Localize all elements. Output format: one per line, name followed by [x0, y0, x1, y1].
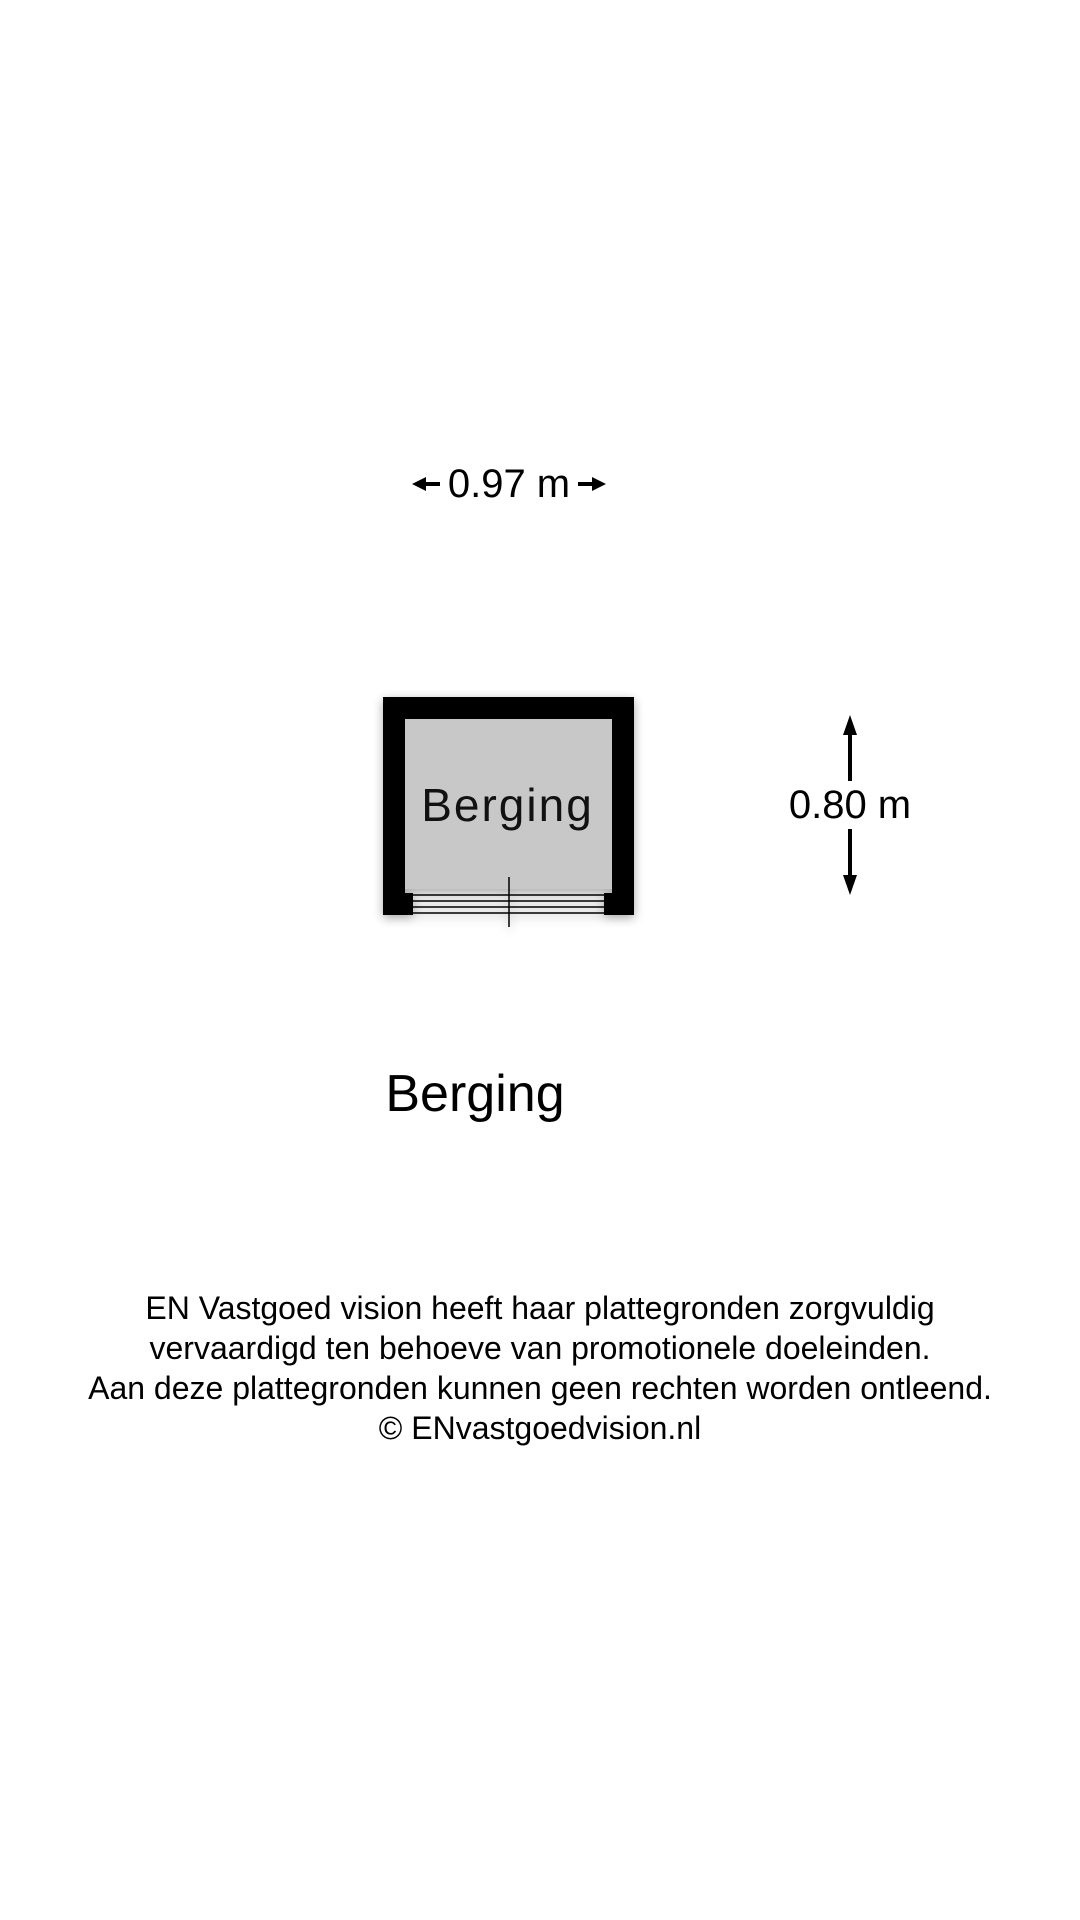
- arrow-right-icon: [578, 476, 606, 492]
- floor-title: Berging: [385, 1065, 565, 1123]
- disclaimer: [0, 1288, 1080, 1448]
- wall-left: [383, 697, 405, 915]
- copyright-notice: © ENvastgoedvision.nl: [378, 1410, 702, 1446]
- arrow-down-icon: [842, 829, 858, 895]
- arrow-left-icon: [412, 476, 440, 492]
- disclaimer-line: vervaardigd ten behoeve van promotionele doeleinden.: [149, 1330, 931, 1366]
- wall-bottom-right: [604, 893, 634, 915]
- wall-right: [612, 697, 634, 915]
- wall-top: [383, 697, 634, 719]
- disclaimer-line: Aan deze plattegronden kunnen geen rechten worden ontleend.: [88, 1370, 992, 1406]
- room-label: Berging: [421, 779, 594, 831]
- room-berging: [383, 697, 634, 927]
- arrow-up-icon: [842, 715, 858, 781]
- width-dimension: [404, 460, 614, 508]
- width-dimension-label: 0.97 m: [447, 462, 571, 506]
- wall-bottom-left: [383, 893, 413, 915]
- height-dimension: [780, 715, 920, 895]
- disclaimer-line: EN Vastgoed vision heeft haar plattegronden zorgvuldig: [145, 1290, 935, 1326]
- height-dimension-label: 0.80 m: [788, 783, 912, 827]
